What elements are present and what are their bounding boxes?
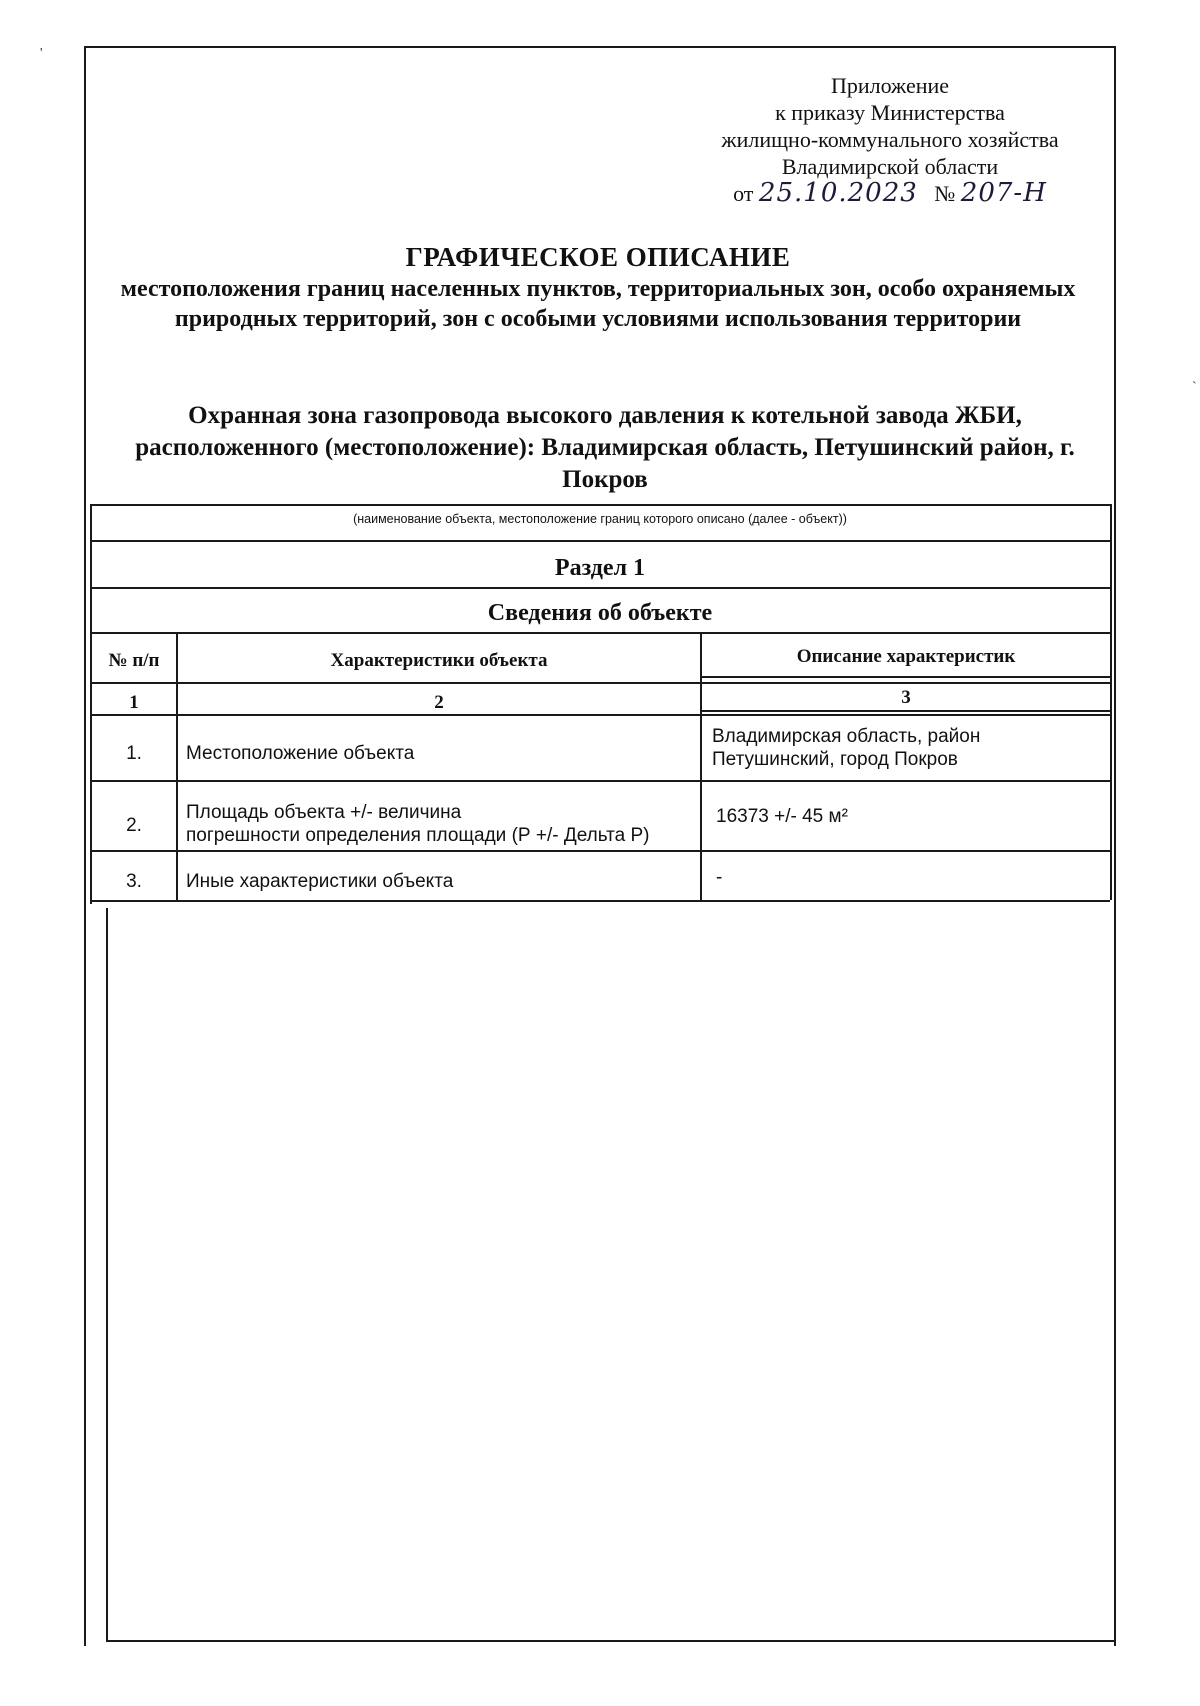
table-bottom-border (90, 900, 1110, 902)
approval-line-order: к приказу Министерства (775, 100, 1005, 125)
approval-line-appendix: Приложение (830, 73, 950, 98)
object-name: Охранная зона газопровода высокого давления к котельной завода ЖБИ, расположенного (местоположение): Владимирская область, Петушинский район, г. Покров (135, 402, 1075, 493)
row-divider (90, 780, 1110, 782)
document-subtitle: местоположения границ населенных пунктов, территориальных зон, особо охраняемых природных территорий, зон с особыми условиями использования территории (120, 276, 1076, 332)
object-caption: (наименование объекта, местоположение границ которого описано (далее - объект)) (353, 512, 847, 526)
section-title: Сведения об объекте (487, 600, 713, 626)
row-divider (90, 714, 1110, 716)
column-number-2: 2 (434, 692, 444, 713)
column-divider (700, 632, 702, 900)
scan-speck: ` (1192, 380, 1197, 395)
divider (90, 504, 1110, 506)
row-2-characteristic-line-1: Площадь объекта +/- величина (186, 802, 462, 823)
row-divider (700, 710, 1110, 712)
approval-line-region: Владимирской области (781, 154, 999, 179)
table-right-border (1110, 504, 1112, 900)
row-2-description: 16373 +/- 45 м² (716, 806, 848, 827)
handwritten-date: 25.10.2023 (758, 178, 918, 208)
handwritten-number: 207-Н (960, 178, 1047, 208)
divider (90, 540, 1110, 542)
approval-line-ministry: жилищно-коммунального хозяйства (721, 127, 1059, 152)
frame-left-lower-border (106, 908, 108, 1641)
column-divider (176, 632, 178, 900)
row-3-number: 3. (126, 871, 142, 892)
document-title: ГРАФИЧЕСКОЕ ОПИСАНИЕ (405, 242, 791, 272)
header-number: № п/п (108, 650, 160, 671)
row-2-number: 2. (126, 815, 142, 836)
row-1-description-line-2: Петушинский, город Покров (712, 749, 958, 770)
row-1-number: 1. (126, 743, 142, 764)
row-divider (90, 850, 1110, 852)
column-number-1: 1 (129, 692, 139, 713)
number-prefix: № (934, 181, 956, 206)
approval-date-line (680, 180, 1100, 207)
frame-bottom-border (106, 1640, 1114, 1642)
header-description: Описание характеристик (796, 646, 1016, 667)
column-number-3: 3 (901, 687, 911, 708)
approval-block (680, 72, 1100, 207)
divider (90, 587, 1110, 589)
scan-speck: ' (40, 46, 43, 61)
section-number: Раздел 1 (554, 555, 646, 581)
row-1-description (712, 725, 1108, 771)
row-divider (90, 682, 1110, 684)
row-divider (700, 676, 1110, 678)
date-prefix: от (733, 181, 754, 206)
row-2-characteristic (186, 801, 696, 847)
header-characteristic: Характеристики объекта (330, 650, 548, 671)
row-3-characteristic: Иные характеристики объекта (186, 871, 454, 892)
title-block (84, 240, 1112, 334)
divider (90, 632, 1110, 634)
row-1-characteristic: Местоположение объекта (186, 743, 415, 764)
row-3-description: - (716, 867, 723, 888)
row-2-characteristic-line-2: погрешности определения площади (Р +/- Дельта Р) (186, 825, 650, 846)
row-1-description-line-1: Владимирская область, район (712, 726, 981, 747)
